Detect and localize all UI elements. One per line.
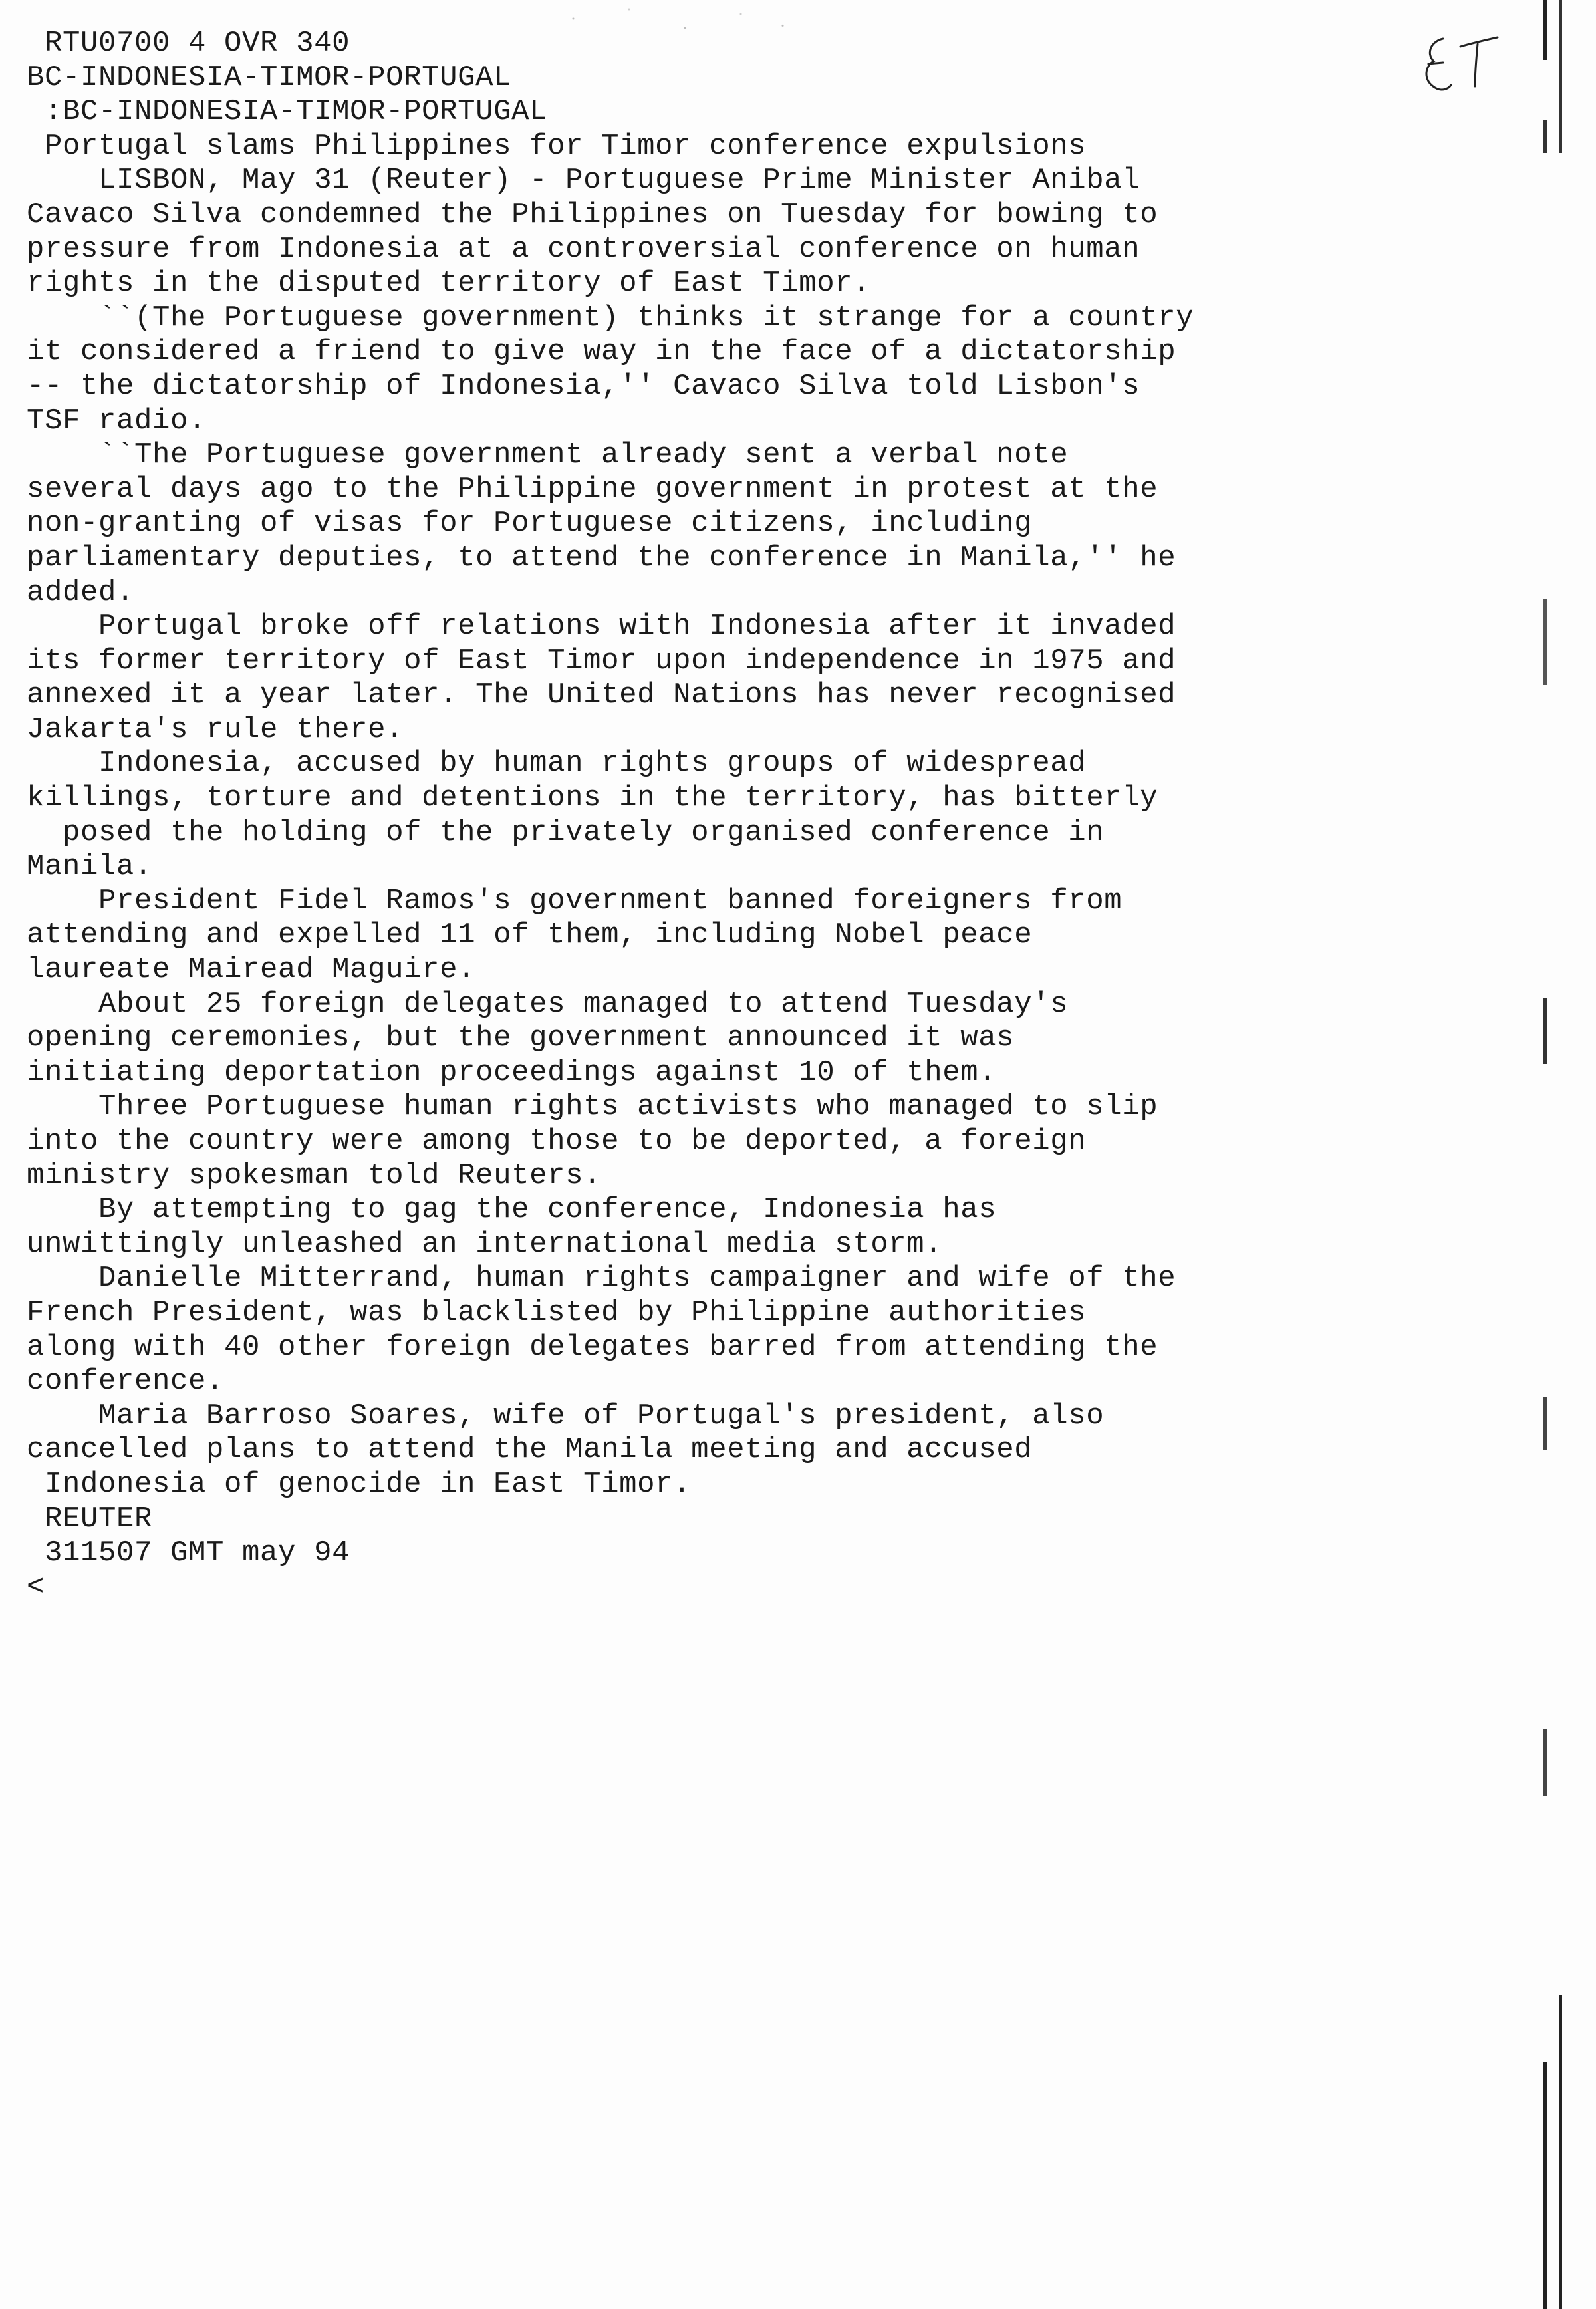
story-line: added. — [27, 575, 135, 609]
story-line: ``(The Portuguese government) thinks it strange for a country — [27, 301, 1194, 335]
story-line: along with 40 other foreign delegates barred from attending the — [27, 1330, 1158, 1364]
story-line: ministry spokesman told Reuters. — [27, 1158, 602, 1192]
story-line: annexed it a year later. The United Nations has never recognised — [27, 678, 1176, 712]
story-dateline: LISBON, May 31 (Reuter) - Portuguese Prime Minister Anibal — [27, 164, 1140, 198]
story-keyword-line: BC-INDONESIA-TIMOR-PORTUGAL — [27, 61, 512, 94]
story-line: Cavaco Silva condemned the Philippines on Tuesday for bowing to — [27, 198, 1158, 231]
story-line: Maria Barroso Soares, wife of Portugal's president, also — [27, 1399, 1105, 1432]
story-timestamp: 311507 GMT may 94 — [27, 1536, 350, 1570]
story-line: By attempting to gag the conference, Indonesia has — [27, 1193, 997, 1227]
story-line: About 25 foreign delegates managed to attend Tuesday's — [27, 987, 1069, 1021]
story-line: laureate Mairead Maguire. — [27, 953, 476, 987]
story-line: ``The Portuguese government already sent a verbal note — [27, 438, 1069, 472]
story-line: into the country were among those to be deported, a foreign — [27, 1125, 1087, 1158]
story-keyword-line-repeat: :BC-INDONESIA-TIMOR-PORTUGAL — [27, 95, 548, 129]
story-line: initiating deportation proceedings against 10 of them. — [27, 1055, 997, 1089]
story-signoff: REUTER — [27, 1502, 153, 1536]
story-line: it considered a friend to give way in the face of a dictatorship — [27, 335, 1176, 369]
story-line: attending and expelled 11 of them, including Nobel peace — [27, 918, 1033, 952]
story-line: non-granting of visas for Portuguese citizens, including — [27, 507, 1033, 541]
story-line: Indonesia, accused by human rights groups of widespread — [27, 747, 1087, 781]
story-line: French President, was blacklisted by Philippine authorities — [27, 1295, 1087, 1329]
story-line: Jakarta's rule there. — [27, 712, 404, 746]
story-slug-line: RTU0700 4 OVR 340 — [27, 27, 350, 60]
story-line: pressure from Indonesia at a controversial conference on human — [27, 232, 1140, 266]
story-line: killings, torture and detentions in the territory, has bitterly — [27, 781, 1158, 815]
wire-story-text — [27, 27, 1330, 1605]
story-line: parliamentary deputies, to attend the conference in Manila,'' he — [27, 541, 1176, 575]
story-line: cancelled plans to attend the Manila meeting and accused — [27, 1433, 1033, 1467]
story-end-marker: < — [27, 1570, 45, 1604]
scan-edge-line-secondary — [1559, 0, 1562, 2309]
story-line: opening ceremonies, but the government announced it was — [27, 1021, 1015, 1055]
story-line: conference. — [27, 1365, 225, 1399]
story-line: Indonesia of genocide in East Timor. — [27, 1467, 692, 1501]
story-line: -- the dictatorship of Indonesia,'' Cavaco Silva told Lisbon's — [27, 369, 1140, 403]
handwritten-initials — [1416, 27, 1503, 100]
story-line: its former territory of East Timor upon independence in 1975 and — [27, 644, 1176, 678]
story-line: Three Portuguese human rights activists who managed to slip — [27, 1090, 1158, 1124]
story-headline: Portugal slams Philippines for Timor conference expulsions — [27, 129, 1087, 163]
scan-edge-line — [1543, 0, 1547, 2309]
story-line: several days ago to the Philippine government in protest at the — [27, 472, 1158, 506]
story-line: Manila. — [27, 850, 153, 884]
story-line: Portugal broke off relations with Indonesia after it invaded — [27, 610, 1176, 644]
story-line: rights in the disputed territory of East Timor. — [27, 267, 871, 301]
story-line: TSF radio. — [27, 404, 207, 438]
story-line: unwittingly unleashed an international media storm. — [27, 1227, 943, 1261]
story-line: President Fidel Ramos's government banned foreigners from — [27, 884, 1123, 918]
story-line: posed the holding of the privately organised conference in — [27, 815, 1105, 849]
story-line: Danielle Mitterrand, human rights campaigner and wife of the — [27, 1262, 1176, 1295]
